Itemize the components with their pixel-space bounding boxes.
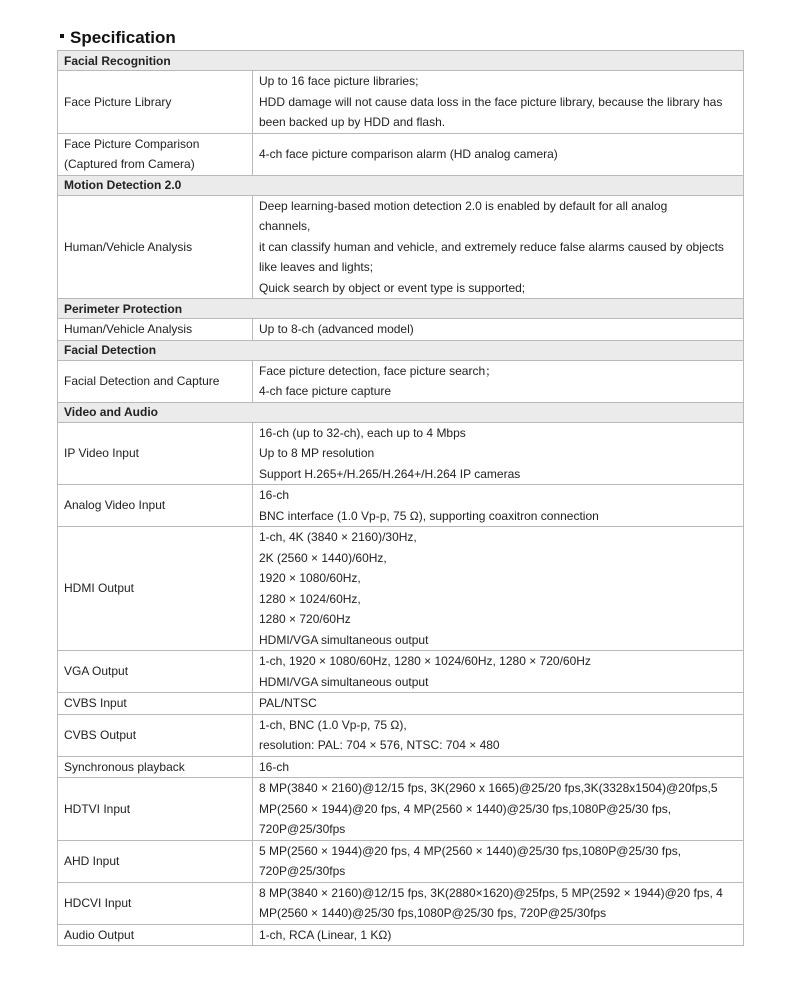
spec-label-line: Human/Vehicle Analysis xyxy=(64,322,193,336)
spec-row xyxy=(58,71,744,134)
page-title-text: Specification xyxy=(70,28,176,47)
section-header xyxy=(58,402,744,422)
spec-row xyxy=(58,924,744,946)
spec-label-line: HDTVI Input xyxy=(64,801,131,816)
spec-label xyxy=(58,527,253,651)
spec-row xyxy=(58,319,744,341)
spec-value-line: 2K (2560 × 1440)/60Hz, xyxy=(259,550,387,565)
spec-value-line: 720P@25/30fps xyxy=(259,822,346,836)
spec-row xyxy=(58,133,744,175)
spec-value xyxy=(253,133,744,175)
spec-label-line: Audio Output xyxy=(64,927,135,942)
spec-label-line: CVBS Output xyxy=(64,727,137,742)
spec-value-line: 4-ch face picture comparison alarm (HD analog camera) xyxy=(259,146,558,161)
section-title: Facial Recognition xyxy=(58,51,744,71)
spec-value-line: 8 MP(3840 × 2160)@12/15 fps, 3K(2880×1620)@25fps, 5 MP(2592 × 1944)@20 fps, 4 xyxy=(259,885,723,900)
section-header xyxy=(58,51,744,71)
spec-label xyxy=(58,485,253,527)
spec-row xyxy=(58,195,744,299)
spec-label-line: IP Video Input xyxy=(64,446,139,460)
spec-label-line: Face Picture Comparison xyxy=(64,136,200,151)
spec-value-line: 16-ch (up to 32-ch), each up to 4 Mbps xyxy=(259,425,466,440)
spec-value xyxy=(253,319,744,341)
spec-value-line: 1-ch, RCA (Linear, 1 KΩ) xyxy=(259,927,392,942)
spec-row xyxy=(58,693,744,715)
spec-row xyxy=(58,778,744,841)
spec-label-line: Face Picture Library xyxy=(64,94,172,109)
spec-value-line: 16-ch xyxy=(259,488,290,502)
spec-label xyxy=(58,133,253,175)
spec-value-line: Support H.265+/H.265/H.264+/H.264 IP cameras xyxy=(259,466,521,481)
spec-value-line: been backed up by HDD and flash. xyxy=(259,115,446,129)
spec-label xyxy=(58,360,253,402)
page-title xyxy=(60,28,176,48)
spec-value xyxy=(253,882,744,924)
spec-label-line: Analog Video Input xyxy=(64,498,166,513)
spec-label xyxy=(58,422,253,485)
section-title: Facial Detection xyxy=(58,340,744,360)
spec-label-line: (Captured from Camera) xyxy=(64,157,195,171)
spec-value xyxy=(253,840,744,882)
spec-value-line: MP(2560 × 1944)@20 fps, 4 MP(2560 × 1440)@25/30 fps,1080P@25/30 fps, xyxy=(259,801,672,816)
section-header xyxy=(58,340,744,360)
spec-value-line: 1-ch, 4K (3840 × 2160)/30Hz, xyxy=(259,530,417,544)
section-title: Motion Detection 2.0 xyxy=(58,175,744,195)
spec-label xyxy=(58,71,253,134)
spec-value-line: Up to 8-ch (advanced model) xyxy=(259,322,414,336)
spec-label xyxy=(58,778,253,841)
spec-value-line: 1-ch, BNC (1.0 Vp-p, 75 Ω), xyxy=(259,717,407,732)
spec-row xyxy=(58,651,744,693)
spec-value xyxy=(253,651,744,693)
spec-row xyxy=(58,882,744,924)
spec-row xyxy=(58,756,744,778)
spec-value xyxy=(253,693,744,715)
spec-value-line: PAL/NTSC xyxy=(259,696,317,710)
spec-value-line: it can classify human and vehicle, and extremely reduce false alarms caused by objects xyxy=(259,239,724,254)
spec-label xyxy=(58,693,253,715)
spec-label-line: HDMI Output xyxy=(64,581,135,596)
spec-value-line: 720P@25/30fps xyxy=(259,864,346,878)
spec-value-line: Up to 8 MP resolution xyxy=(259,446,375,460)
spec-row xyxy=(58,527,744,651)
spec-table xyxy=(57,50,744,946)
spec-value-line: channels, xyxy=(259,219,311,233)
spec-value-line: MP(2560 × 1440)@25/30 fps,1080P@25/30 fps, 720P@25/30fps xyxy=(259,906,607,920)
spec-label xyxy=(58,882,253,924)
spec-value-line: Face picture detection, face picture search； xyxy=(259,363,498,378)
spec-value xyxy=(253,485,744,527)
spec-value xyxy=(253,195,744,299)
spec-value-line: Up to 16 face picture libraries; xyxy=(259,74,419,88)
spec-value xyxy=(253,924,744,946)
spec-label-line: Human/Vehicle Analysis xyxy=(64,239,193,254)
section-header xyxy=(58,299,744,319)
spec-row xyxy=(58,360,744,402)
spec-value xyxy=(253,756,744,778)
spec-label xyxy=(58,756,253,778)
spec-label-line: CVBS Input xyxy=(64,696,127,710)
spec-label xyxy=(58,924,253,946)
bullet-icon xyxy=(60,34,64,38)
spec-value-line: HDMI/VGA simultaneous output xyxy=(259,632,429,647)
spec-row xyxy=(58,840,744,882)
spec-value-line: resolution: PAL: 704 × 576, NTSC: 704 × 480 xyxy=(259,738,500,752)
spec-value xyxy=(253,778,744,841)
spec-value-line: BNC interface (1.0 Vp-p, 75 Ω), supporting coaxitron connection xyxy=(259,508,599,523)
section-header xyxy=(58,175,744,195)
section-title: Video and Audio xyxy=(58,402,744,422)
spec-label xyxy=(58,319,253,341)
section-title: Perimeter Protection xyxy=(58,299,744,319)
spec-value-line: 16-ch xyxy=(259,759,290,774)
spec-label xyxy=(58,195,253,299)
spec-label-line: VGA Output xyxy=(64,664,129,679)
spec-label-line: Synchronous playback xyxy=(64,759,185,774)
spec-value-line: 8 MP(3840 × 2160)@12/15 fps, 3K(2960 x 1665)@25/20 fps,3K(3328x1504)@20fps,5 xyxy=(259,781,718,795)
spec-value xyxy=(253,422,744,485)
spec-value xyxy=(253,360,744,402)
spec-value xyxy=(253,71,744,134)
spec-value-line: 1280 × 1024/60Hz, xyxy=(259,591,361,606)
spec-value-line: HDD damage will not cause data loss in the face picture library, because the library has xyxy=(259,94,723,109)
spec-value-line: HDMI/VGA simultaneous output xyxy=(259,674,429,689)
spec-value-line: 5 MP(2560 × 1944)@20 fps, 4 MP(2560 × 1440)@25/30 fps,1080P@25/30 fps, xyxy=(259,843,682,858)
spec-row xyxy=(58,485,744,527)
spec-value-line: Deep learning-based motion detection 2.0 is enabled by default for all analog xyxy=(259,198,668,213)
spec-label xyxy=(58,651,253,693)
spec-row xyxy=(58,714,744,756)
spec-value-line: 4-ch face picture capture xyxy=(259,384,392,398)
spec-value-line: 1920 × 1080/60Hz, xyxy=(259,571,361,585)
spec-value-line: 1280 × 720/60Hz xyxy=(259,612,351,626)
spec-row xyxy=(58,422,744,485)
spec-value xyxy=(253,527,744,651)
spec-value-line: Quick search by object or event type is supported; xyxy=(259,280,526,295)
spec-value-line: 1-ch, 1920 × 1080/60Hz, 1280 × 1024/60Hz, 1280 × 720/60Hz xyxy=(259,654,591,668)
spec-label xyxy=(58,714,253,756)
spec-value-line: like leaves and lights; xyxy=(259,260,374,274)
spec-label-line: HDCVI Input xyxy=(64,895,132,910)
spec-label-line: Facial Detection and Capture xyxy=(64,373,220,388)
spec-label-line: AHD Input xyxy=(64,853,120,868)
spec-label xyxy=(58,840,253,882)
spec-value xyxy=(253,714,744,756)
